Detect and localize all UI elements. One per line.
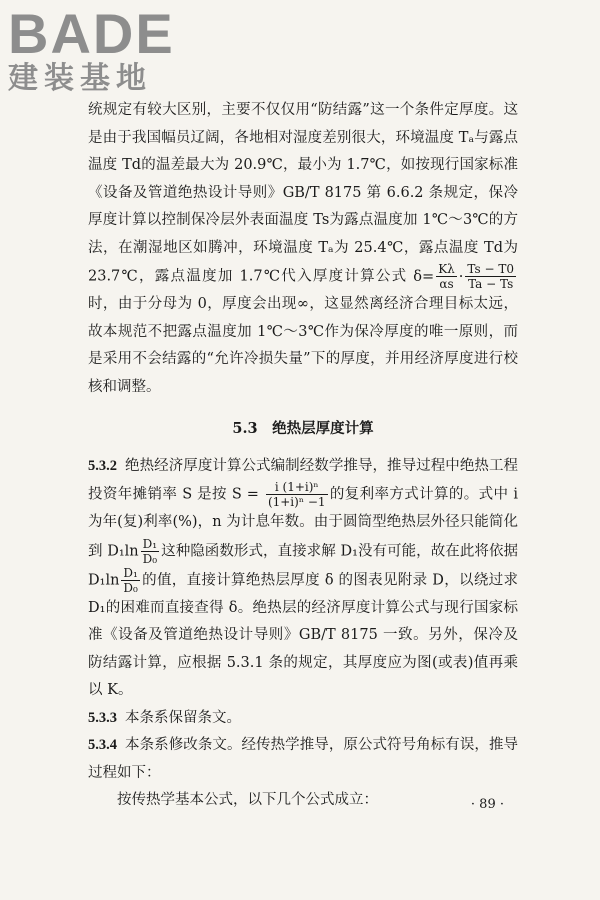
clause-text: 的值，直接计算绝热层厚度 δ 的图表见附录 D，以绕过求 D₁的困难而直接查得 δ。绝热层的经济厚度计算公式与现行国家标准《设备及管道绝热设计导则》GB/T 8175 一致。另外，保冷及防结露计算，应根据 5.3.1 条的规定，其厚度应为图(或表)值再乘以 K。 [88,572,518,698]
clause-5-3-2 [88,453,518,705]
paragraph-text: 统规定有较大区别，主要不仅仅用“防结露”这一个条件定厚度。这是由于我国幅员辽阔，各地相对湿度差别很大，环境温度 Tₐ与露点温度 Td的温差最大为 20.9℃，最小为 1.7℃，如按现行国家标准《设备及管道绝热设计导则》GB/T 8175 第 6.6.2 条规定，保冷厚度计算以控制保冷层外表面温度 Ts为露点温度加 1℃～3℃的方法，在潮湿地区如腾冲，环境温度 Tₐ为 25.4℃，露点温度 Td为 23.7℃，露点温度加 1.7℃代入厚度计算公式 [88,102,518,285]
page-body [88,97,518,815]
thickness-formula [413,262,518,291]
clause-5-3-4 [88,732,518,787]
fraction-denominator: (1+i)ⁿ −1 [267,495,326,509]
fraction-amortization [266,480,328,509]
formula-lhs: δ= [413,268,435,285]
clause-number: 5.3.3 [88,709,117,726]
clause-number: 5.3.2 [88,457,117,474]
logo-cjk-text: 建装基地 [8,61,152,96]
bade-logo [8,2,198,96]
clause-text: 的复利率方式计算的。式中 i 为年(复)利率(%)，n 为计息年数。由于圆筒型绝热层外径只能简化到 D₁ln [88,486,519,559]
clause-text: 这种隐函数形式，直接求解 D₁没有可能，故在此将依据 D₁ln [88,543,518,588]
paragraph-text-end: 时，由于分母为 0，厚度会出现∞，这显然离经济合理目标太远，故本规范不把露点温度加 1℃～3℃作为保冷厚度的唯一原则，而是采用不会结露的“允许冷损失量”下的厚度，并用经济厚度进行校核和调整。 [88,296,518,395]
fraction-numerator: Kλ [438,262,455,276]
fraction-denominator: D₀ [142,551,158,566]
paragraph-last: 按传热学基本公式，以下几个公式成立： [117,792,378,808]
fraction-diameter [141,537,159,566]
logo-latin-text: BADE [8,2,175,65]
section-heading: 5.3 绝热层厚度计算 [232,420,374,437]
formula-dot: · [458,268,464,285]
fraction-denominator: αs [439,277,454,291]
clause-text: 本条系修改条文。经传热学推导，原公式符号角标有误，推导过程如下： [88,737,518,781]
fraction-numerator: i (1+i)ⁿ [266,480,328,495]
fraction-numerator: D₁ [123,565,138,580]
fraction-numerator: D₁ [142,536,158,551]
clause-number: 5.3.4 [88,737,117,753]
clause-text: 本条系保留条文。 [125,709,241,726]
paragraph-continued [88,97,518,401]
page-number: · 89 · [470,797,504,812]
fraction-denominator: D₀ [123,580,138,595]
clause-text: 绝热经济厚度计算公式编制经数学推导，推导过程中绝热工程投资年摊销率 S 是按 S = [88,457,518,503]
fraction-diameter-2 [121,566,139,595]
fraction-denominator: Ta − Ts [468,277,514,291]
fraction-temperature [465,262,516,291]
fraction-k-lambda [436,262,457,291]
fraction-numerator: Ts − T0 [467,262,514,276]
clause-5-3-3 [88,705,518,733]
